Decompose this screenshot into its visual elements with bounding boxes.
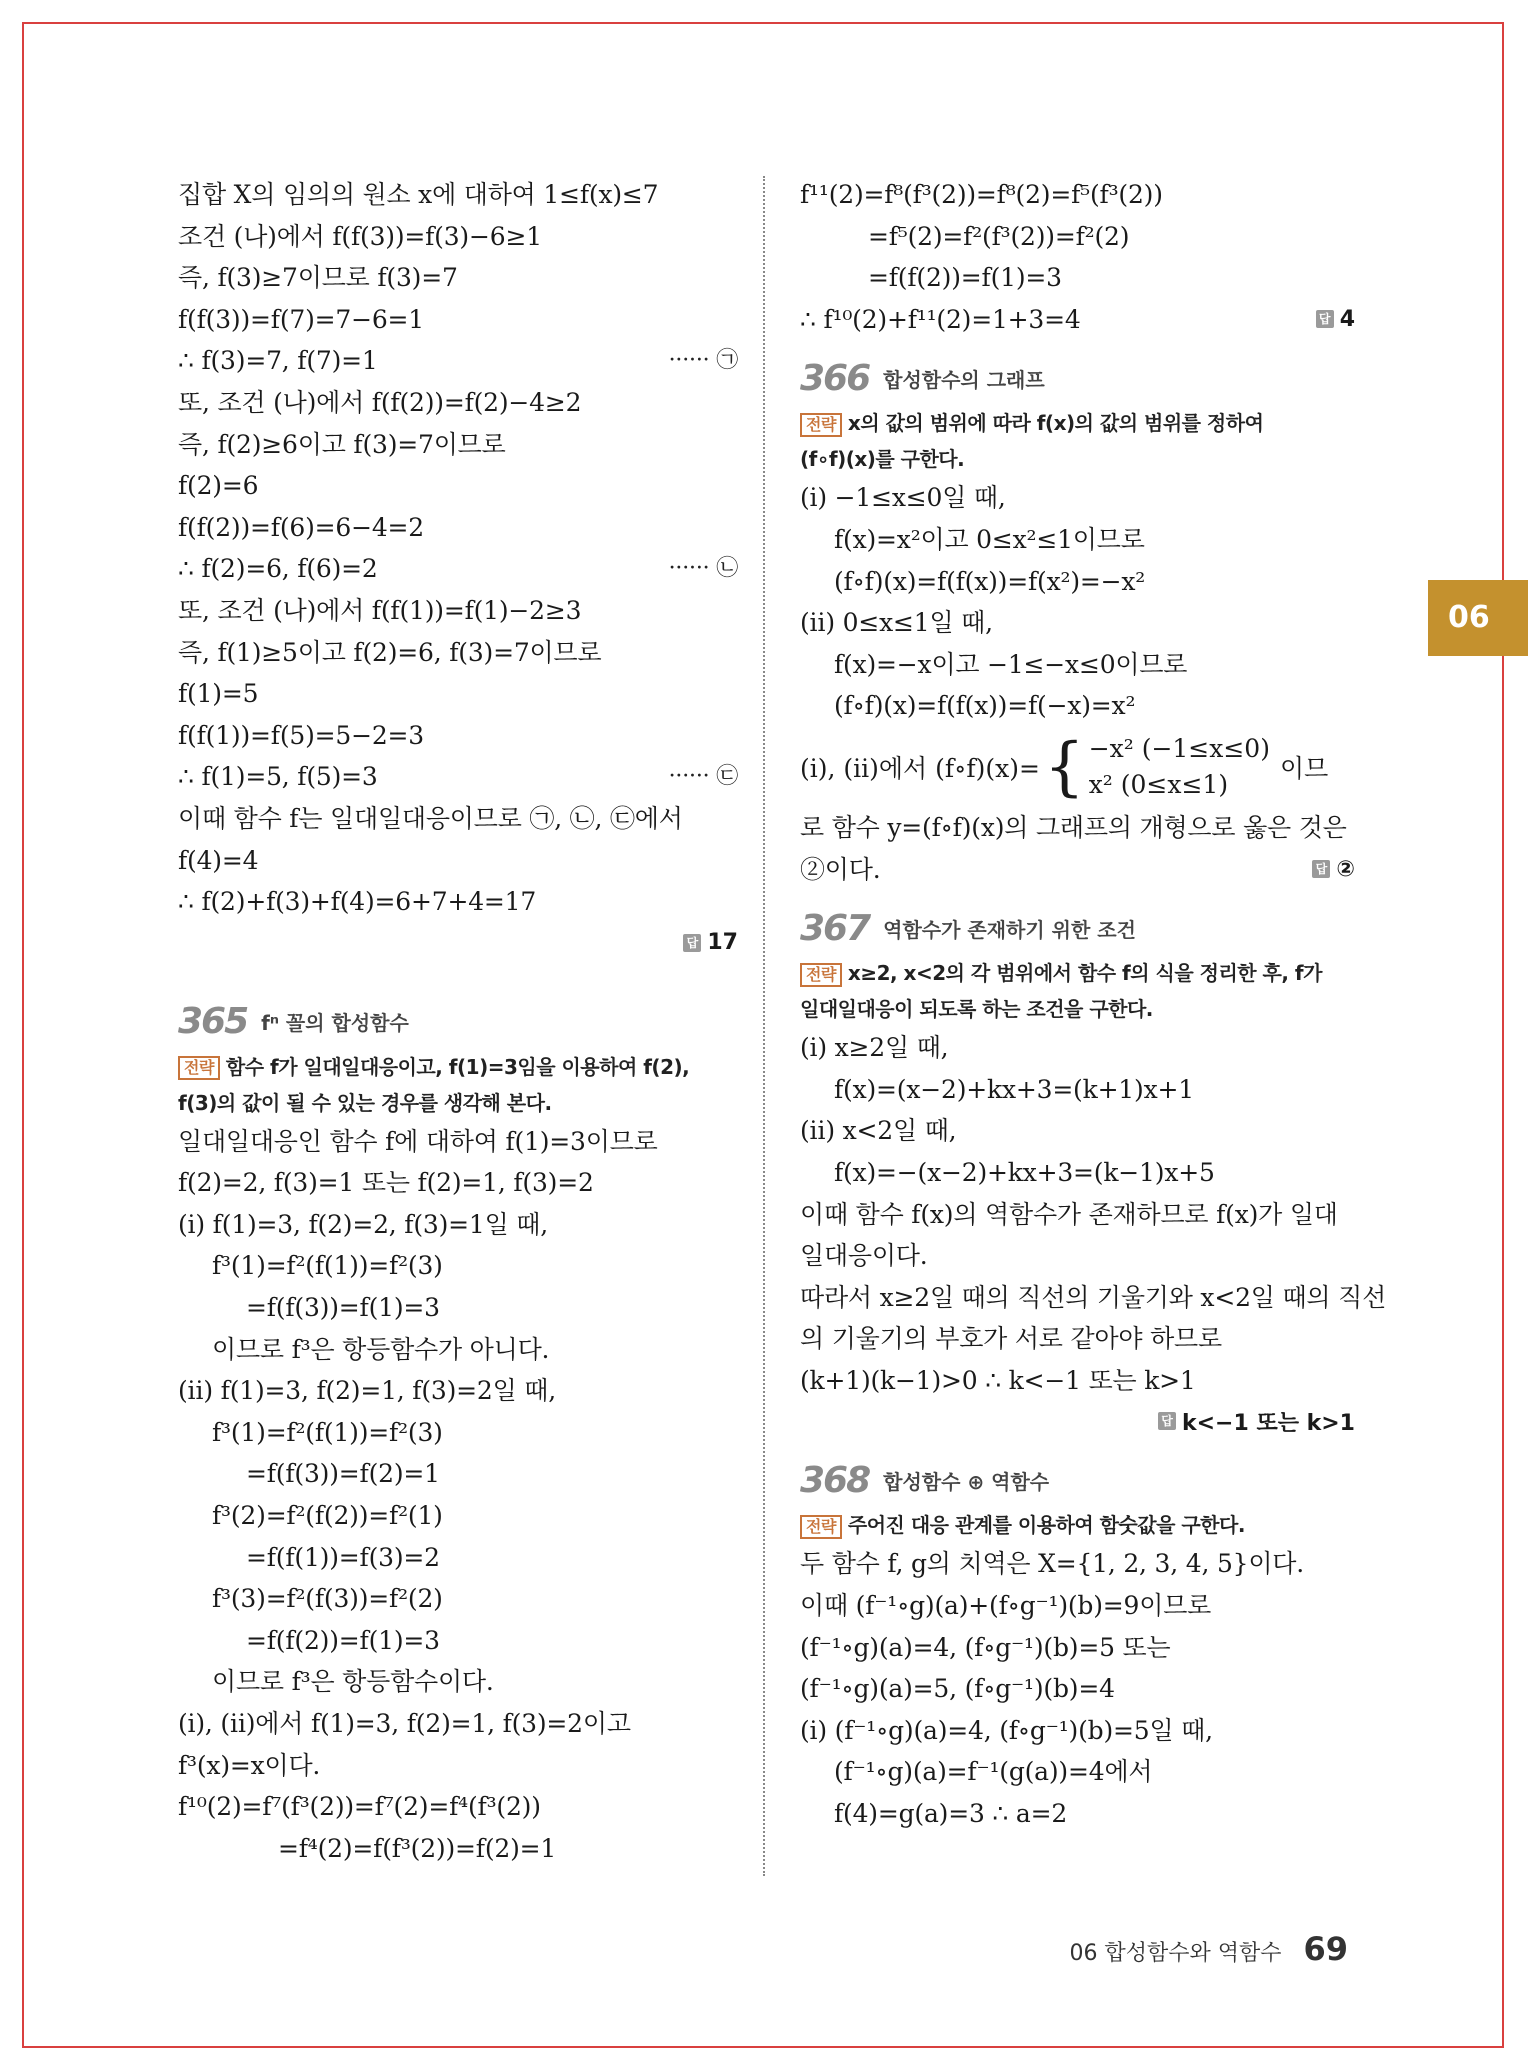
math-line: 두 함수 f, g의 치역은 X={1, 2, 3, 4, 5}이다. — [800, 1549, 1305, 1579]
answer-icon: 답 — [1316, 310, 1334, 328]
math-line: 일대일대응인 함수 f에 대하여 f(1)=3이므로 — [178, 1126, 658, 1156]
math-line: (f⁻¹∘g)(a)=5, (f∘g⁻¹)(b)=4 — [800, 1674, 1115, 1704]
section-368-title: 합성함수 ⊕ 역함수 — [883, 1469, 1050, 1494]
math-line: =f(f(3))=f(2)=1 — [246, 1459, 440, 1489]
math-line: (ⅱ) x<2일 때, — [800, 1116, 957, 1146]
section-368-header — [800, 1453, 1355, 1507]
strategy-tag: 전략 — [800, 413, 842, 437]
answer-366 — [800, 849, 1355, 889]
answer-365-value: 4 — [1339, 306, 1355, 332]
solution-366-body — [800, 477, 1355, 727]
answer-icon: 답 — [1158, 1412, 1176, 1430]
equation-marker: ······ ㉠ — [668, 348, 738, 374]
section-365-title: fⁿ 꼴의 합성함수 — [261, 1011, 409, 1036]
math-line: (ⅱ) f(1)=3, f(2)=1, f(3)=2일 때, — [178, 1376, 556, 1406]
math-line: =f(f(2))=f(1)=3 — [868, 263, 1062, 293]
solution-368-body — [800, 1543, 1355, 1834]
section-367-number: 367 — [800, 907, 870, 949]
math-line: 즉, f(1)≥5이고 f(2)=6, f(3)=7이므로 — [178, 637, 602, 667]
math-line: f(x)=−x이고 −1≤−x≤0이므로 — [834, 649, 1188, 679]
math-line: 이때 함수 f(x)의 역함수가 존재하므로 f(x)가 일대 — [800, 1199, 1338, 1229]
math-line: (ⅰ), (ⅱ)에서 f(1)=3, f(2)=1, f(3)=2이고 — [178, 1709, 631, 1738]
math-line: 일대응이다. — [800, 1241, 928, 1271]
footer-chapter-title: 06 합성함수와 역함수 — [1069, 1941, 1282, 1966]
math-line: =f(f(3))=f(1)=3 — [246, 1293, 440, 1323]
math-line: =f(f(2))=f(1)=3 — [246, 1625, 440, 1655]
strategy-tag: 전략 — [178, 1056, 220, 1080]
math-line: 조건 (나)에서 f(f(3))=f(3)−6≥1 — [178, 221, 542, 251]
math-line: f³(2)=f²(f(2))=f²(1) — [212, 1501, 443, 1531]
math-line: f(2)=2, f(3)=1 또는 f(2)=1, f(3)=2 — [178, 1168, 594, 1198]
section-368-number: 368 — [800, 1459, 870, 1501]
math-line: f(x)=(x−2)+kx+3=(k+1)x+1 — [834, 1074, 1194, 1104]
math-line: ②이다. — [800, 854, 881, 884]
math-line: f(4)=g(a)=3 ∴ a=2 — [834, 1799, 1068, 1829]
solution-367-body — [800, 1027, 1387, 1401]
math-line: f¹⁰(2)=f⁷(f³(2))=f⁷(2)=f⁴(f³(2)) — [178, 1792, 541, 1822]
math-line: ∴ f(1)=5, f(5)=3 ······ ㉢ — [178, 756, 738, 798]
answer-366-value: ② — [1336, 856, 1355, 882]
math-line: 또, 조건 (나)에서 f(f(2))=f(2)−4≥2 — [178, 387, 582, 417]
column-divider — [763, 176, 765, 1876]
math-line: (ⅰ) f(1)=3, f(2)=2, f(3)=1일 때, — [178, 1209, 548, 1239]
math-line: f(f(1))=f(5)=5−2=3 — [178, 720, 424, 750]
equation-marker: ······ ㉡ — [668, 556, 738, 582]
math-line: (k+1)(k−1)>0 ∴ k<−1 또는 k>1 — [800, 1365, 1196, 1395]
math-line: f¹¹(2)=f⁸(f³(2))=f⁸(2)=f⁵(f³(2)) — [800, 180, 1163, 209]
piecewise-cases: −x² (−1≤x≤0) x² (0≤x≤1) — [1088, 733, 1270, 799]
math-line: 이므로 f³은 항등함수이다. — [212, 1667, 494, 1697]
equation-marker: ······ ㉢ — [668, 764, 738, 790]
math-line: =f(f(1))=f(3)=2 — [246, 1542, 440, 1572]
math-line: 의 기울기의 부호가 서로 같아야 하므로 — [800, 1324, 1222, 1354]
section-367-header — [800, 901, 1355, 955]
math-line: (ⅰ) −1≤x≤0일 때, — [800, 483, 1006, 513]
answer-367 — [800, 1401, 1355, 1441]
right-column — [800, 174, 1387, 1835]
math-line: (ⅰ) x≥2일 때, — [800, 1033, 949, 1063]
section-365-header — [178, 995, 738, 1049]
math-line: =f⁴(2)=f(f³(2))=f(2)=1 — [278, 1833, 557, 1863]
page-number: 69 — [1303, 1930, 1348, 1968]
math-line: ∴ f(2)=6, f(6)=2 ······ ㉡ — [178, 548, 738, 590]
math-line: (f∘f)(x)=f(f(x))=f(−x)=x² — [834, 691, 1136, 721]
answer-icon: 답 — [1312, 860, 1330, 878]
section-366-title: 합성함수의 그래프 — [883, 367, 1045, 392]
answer-364-value: 17 — [707, 930, 738, 956]
chapter-tab: 06 — [1428, 580, 1528, 656]
math-line: f(1)=5 — [178, 679, 259, 709]
strategy-tag: 전략 — [800, 1515, 842, 1539]
math-line: (f⁻¹∘g)(a)=4, (f∘g⁻¹)(b)=5 또는 — [800, 1632, 1171, 1662]
math-line: ∴ f¹⁰(2)+f¹¹(2)=1+3=4 — [800, 304, 1081, 334]
math-line: 즉, f(2)≥6이고 f(3)=7이므로 — [178, 429, 506, 459]
piecewise-function: (ⅰ), (ⅱ)에서 (f∘f)(x)= { −x² (−1≤x≤0) x² (0≤x≤1) 이므 — [800, 729, 1329, 804]
math-line: f(x)=−(x−2)+kx+3=(k−1)x+5 — [834, 1157, 1215, 1187]
solution-365-body — [178, 1121, 738, 1870]
section-365-strategy: 전략 함수 f가 일대일대응이고, f(1)=3임을 이용하여 f(2), f(3)의 값이 될 수 있는 경우를 생각해 본다. — [178, 1054, 690, 1115]
section-366-number: 366 — [800, 357, 870, 399]
math-line: 이므로 f³은 항등함수가 아니다. — [212, 1334, 550, 1364]
math-line: (ⅱ) 0≤x≤1일 때, — [800, 608, 993, 638]
math-line: 또, 조건 (나)에서 f(f(1))=f(1)−2≥3 — [178, 595, 582, 625]
math-line: 이때 함수 f는 일대일대응이므로 ㉠, ㉡, ㉢에서 — [178, 803, 683, 833]
strategy-tag: 전략 — [800, 963, 842, 987]
math-line: f³(1)=f²(f(1))=f²(3) — [212, 1251, 443, 1281]
answer-364 — [178, 923, 738, 963]
math-line: =f⁵(2)=f²(f³(2))=f²(2) — [868, 221, 1130, 251]
math-line: f(2)=6 — [178, 471, 259, 501]
math-line: f(4)=4 — [178, 845, 259, 875]
answer-icon: 답 — [683, 934, 701, 952]
brace-symbol: { — [1043, 729, 1085, 804]
math-line: 로 함수 y=(f∘f)(x)의 그래프의 개형으로 옳은 것은 — [800, 812, 1347, 842]
math-line: f(x)=x²이고 0≤x²≤1이므로 — [834, 524, 1145, 554]
math-line: f³(x)=x이다. — [178, 1750, 321, 1780]
math-line: 집합 X의 임의의 원소 x에 대하여 1≤f(x)≤7 — [178, 180, 659, 209]
math-line: (f∘f)(x)=f(f(x))=f(x²)=−x² — [834, 566, 1146, 596]
math-line: ∴ f(3)=7, f(7)=1 ······ ㉠ — [178, 340, 738, 382]
math-line: 따라서 x≥2일 때의 직선의 기울기와 x<2일 때의 직선 — [800, 1282, 1387, 1312]
section-366-header — [800, 351, 1355, 405]
math-line: f³(1)=f²(f(1))=f²(3) — [212, 1417, 443, 1447]
answer-367-value: k<−1 또는 k>1 — [1181, 1410, 1355, 1436]
section-366-strategy: 전략 x의 값의 범위에 따라 f(x)의 값의 범위를 정하여 (f∘f)(x)를 구한다. — [800, 411, 1264, 472]
math-line: 즉, f(3)≥7이므로 f(3)=7 — [178, 263, 458, 293]
solution-364-body — [178, 174, 738, 923]
left-column — [178, 174, 738, 1869]
math-line: (ⅰ) (f⁻¹∘g)(a)=4, (f∘g⁻¹)(b)=5일 때, — [800, 1715, 1213, 1745]
section-367-strategy: 전략 x≥2, x<2의 각 범위에서 함수 f의 식을 정리한 후, f가 일대일대응이 되도록 하는 조건을 구한다. — [800, 961, 1322, 1022]
math-line: (f⁻¹∘g)(a)=f⁻¹(g(a))=4에서 — [834, 1757, 1153, 1787]
section-365-number: 365 — [178, 1001, 248, 1043]
math-line: f(f(3))=f(7)=7−6=1 — [178, 304, 424, 334]
section-367-title: 역함수가 존재하기 위한 조건 — [883, 917, 1136, 942]
math-line: ∴ f(2)+f(3)+f(4)=6+7+4=17 — [178, 887, 537, 917]
section-368-strategy: 전략 주어진 대응 관계를 이용하여 함숫값을 구한다. — [800, 1507, 1355, 1543]
page-footer — [1069, 1930, 1348, 1968]
math-line: f³(3)=f²(f(3))=f²(2) — [212, 1584, 443, 1614]
math-line: f(f(2))=f(6)=6−4=2 — [178, 512, 424, 542]
math-line: 이때 (f⁻¹∘g)(a)+(f∘g⁻¹)(b)=9이므로 — [800, 1591, 1212, 1621]
